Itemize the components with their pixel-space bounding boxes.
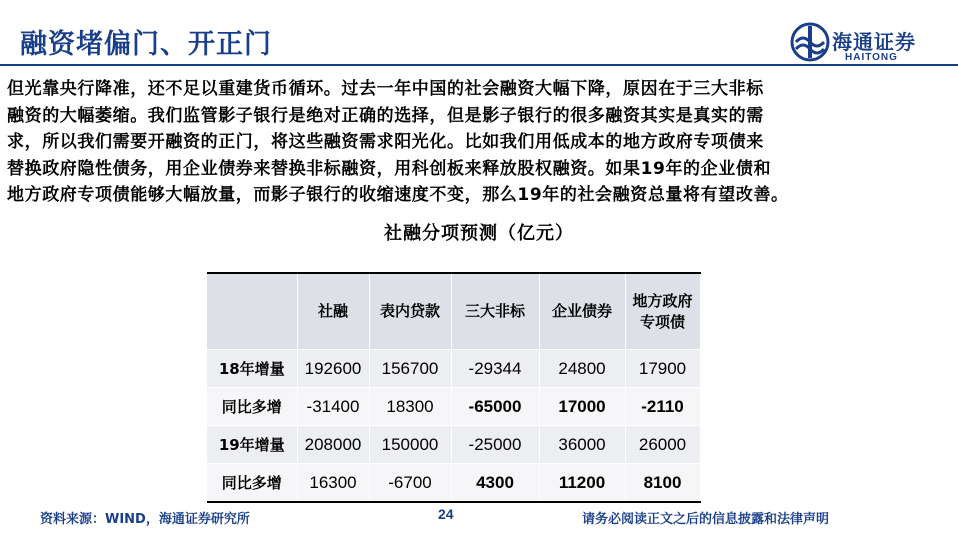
column-header: 地方政府 专项债 <box>625 273 700 350</box>
disclaimer-note: 请务必阅读正文之后的信息披露和法律声明 <box>582 512 830 527</box>
table-cell: 192600 <box>297 350 369 388</box>
table-cell: -6700 <box>369 464 451 503</box>
table-cell: -31400 <box>297 388 369 426</box>
table-cell: 26000 <box>625 426 700 464</box>
table-title: 社融分项预测（亿元） <box>384 223 574 244</box>
logo-text-cn: 海通证券 <box>832 30 916 54</box>
body-line: 求，所以我们需要开融资的正门，将这些融资需求阳光化。比如我们用低成本的地方政府专项债来 <box>7 132 764 152</box>
table-row <box>207 388 700 426</box>
body-line: 融资的大幅萎缩。我们监管影子银行是绝对正确的选择，但是影子银行的很多融资其实是真实的需 <box>7 105 764 126</box>
table-row <box>207 464 700 503</box>
table-cell: -25000 <box>451 426 539 464</box>
column-header: 社融 <box>297 273 369 350</box>
header-divider <box>0 64 958 66</box>
column-header: 三大非标 <box>451 273 539 350</box>
table-cell: 208000 <box>297 426 369 464</box>
body-paragraph <box>7 76 957 209</box>
table-cell: 17900 <box>625 350 700 388</box>
row-label: 同比多增 <box>207 464 297 503</box>
table-cell: 156700 <box>369 350 451 388</box>
body-line: 地方政府专项债能够大幅放量，而影子银行的收缩速度不变，那么19年的社会融资总量将有望改善。 <box>7 185 789 205</box>
table-cell: 8100 <box>625 464 700 503</box>
table-cell: 18300 <box>369 388 451 426</box>
row-label: 18年增量 <box>207 350 297 388</box>
table-row <box>207 350 700 388</box>
page-title: 融资堵偏门、开正门 <box>20 29 272 60</box>
table-cell: 4300 <box>451 464 539 503</box>
table-header-row <box>207 273 700 350</box>
table-cell: 11200 <box>539 464 625 503</box>
column-header: 企业债券 <box>539 273 625 350</box>
column-header <box>207 273 297 350</box>
column-header: 表内贷款 <box>369 273 451 350</box>
haitong-logo-icon <box>790 22 830 62</box>
forecast-table <box>207 272 701 503</box>
row-label: 19年增量 <box>207 426 297 464</box>
table-cell: 150000 <box>369 426 451 464</box>
table-cell: 16300 <box>297 464 369 503</box>
page-number: 24 <box>438 506 454 522</box>
table-cell: 24800 <box>539 350 625 388</box>
row-label: 同比多增 <box>207 388 297 426</box>
table-row <box>207 426 700 464</box>
table-cell: 17000 <box>539 388 625 426</box>
table-cell: -65000 <box>451 388 539 426</box>
table-cell: 36000 <box>539 426 625 464</box>
body-line: 但光靠央行降准，还不足以重建货币循环。过去一年中国的社会融资大幅下降，原因在于三大非标 <box>7 79 764 99</box>
logo-text-en: HAITONG <box>845 52 898 63</box>
table-cell: -29344 <box>451 350 539 388</box>
source-note: 资料来源：WIND，海通证券研究所 <box>40 512 250 527</box>
body-line: 替换政府隐性债务，用企业债券来替换非标融资，用科创板来释放股权融资。如果19年的企业债和 <box>7 158 772 179</box>
table-cell: -2110 <box>625 388 700 426</box>
